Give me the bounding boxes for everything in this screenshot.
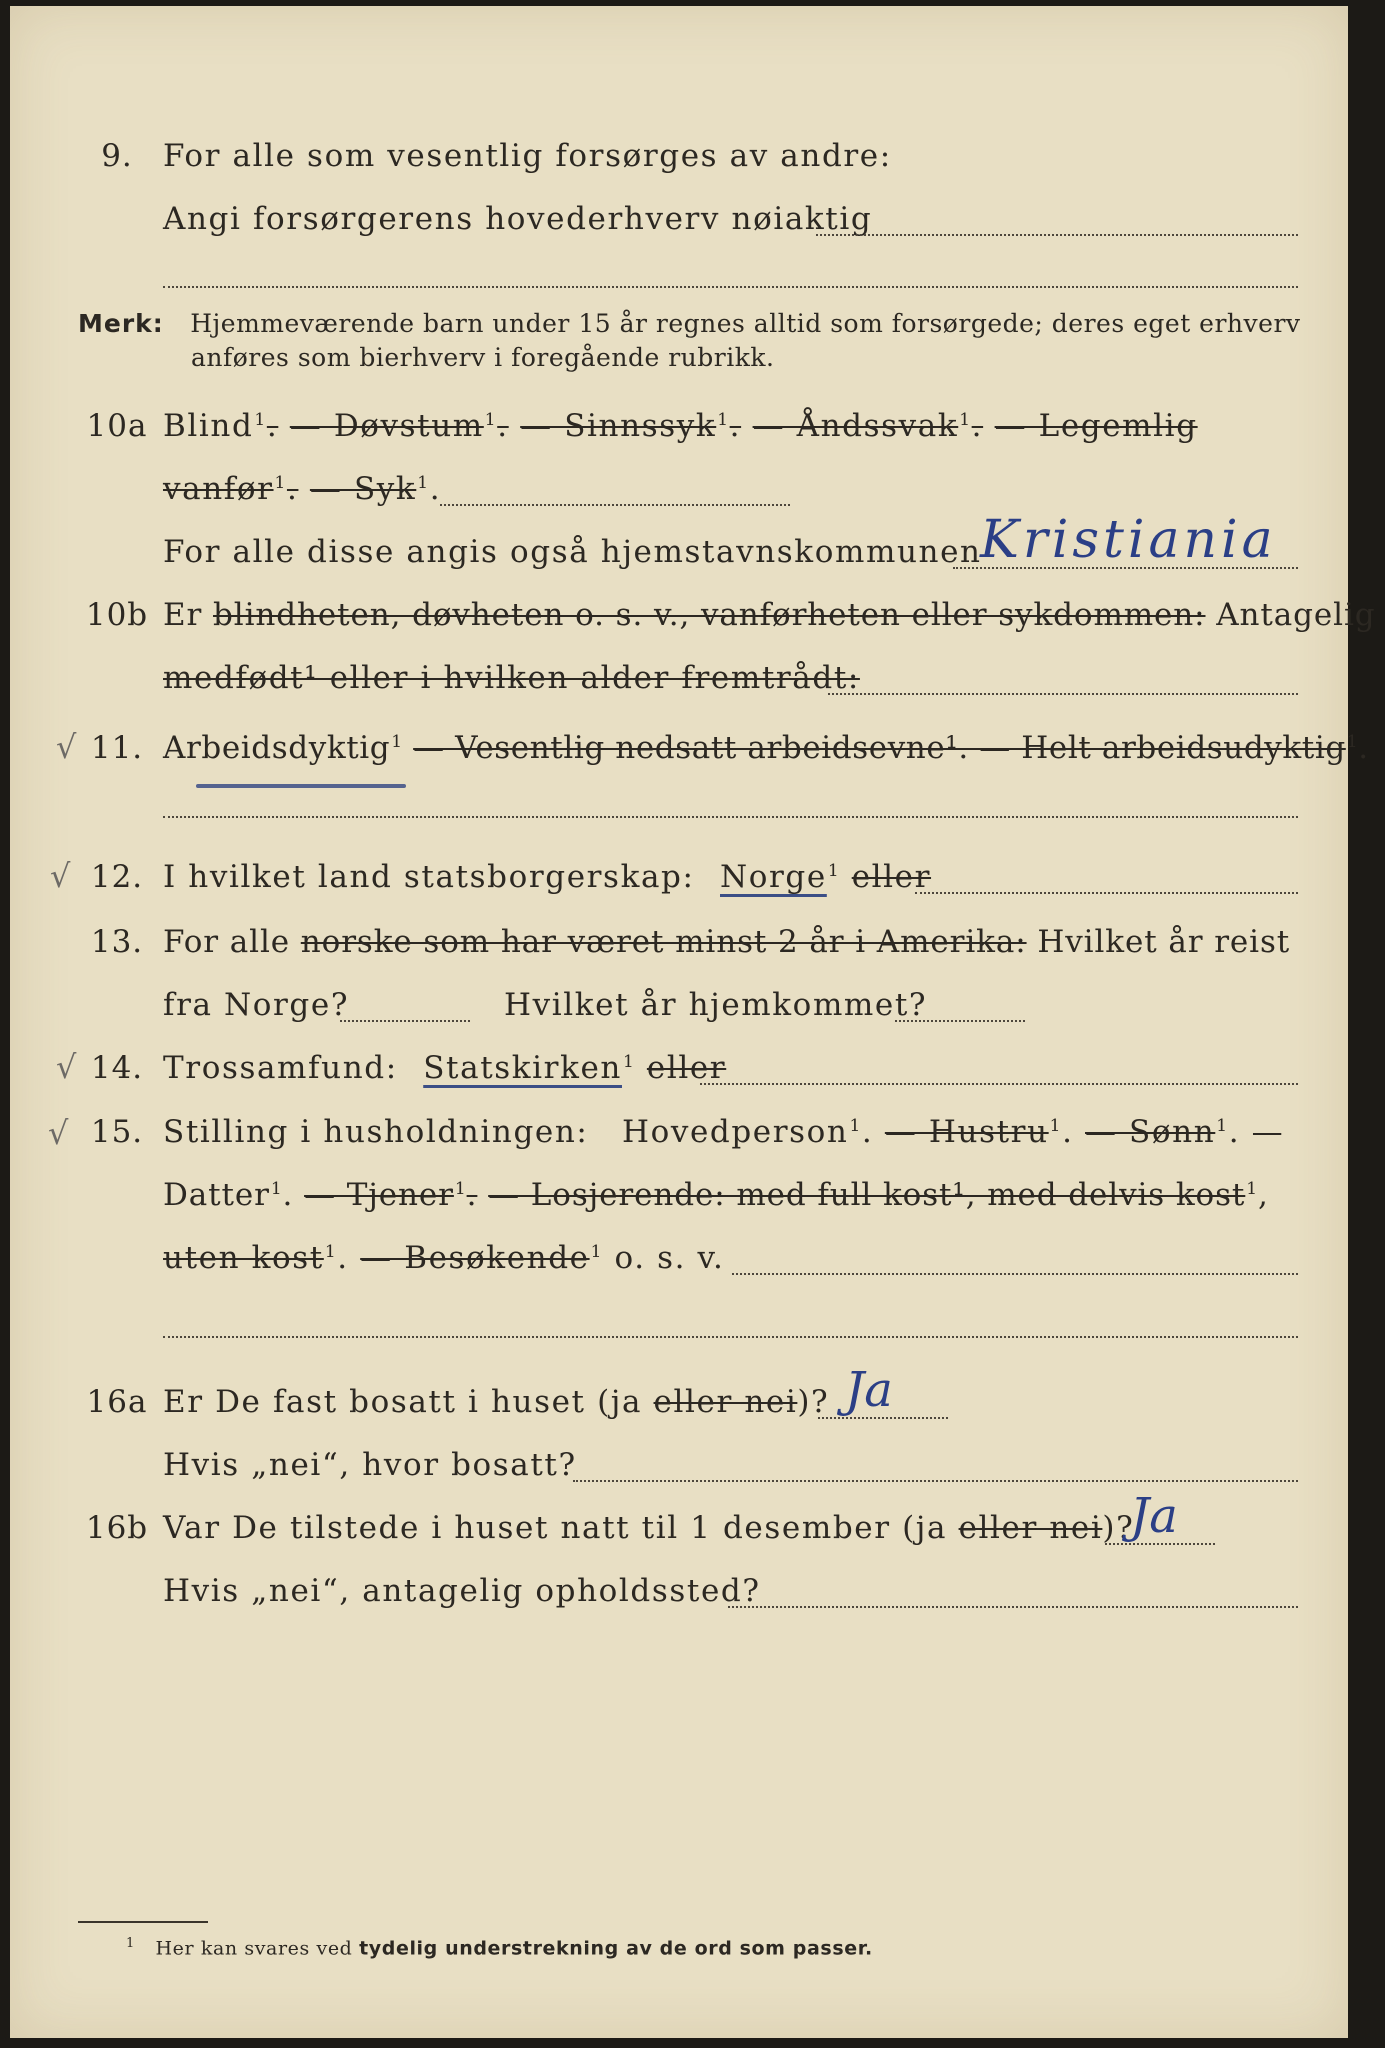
q10a-row3	[10, 510, 1348, 576]
q10b-field[interactable]	[828, 693, 1298, 695]
option-blind: Blind	[163, 408, 254, 444]
q11-row	[10, 722, 1369, 772]
q13-row2	[10, 979, 1348, 1029]
q15-number: 15.	[90, 1114, 144, 1150]
check-mark-icon: √	[50, 857, 71, 895]
q14-line: Trossamfund: Statskirken$^1$ eller	[163, 1050, 727, 1086]
q10a-handwritten-answer: Kristiania	[980, 510, 1277, 570]
q15-row1	[10, 1106, 1348, 1156]
option-syk: — Syk	[309, 471, 417, 507]
q10b-number: 10b	[85, 597, 149, 633]
option-dovstum: — Døvstum	[289, 408, 484, 444]
q16b-field[interactable]	[728, 1606, 1298, 1608]
q10b-row2	[10, 652, 1348, 702]
q10a-options-line2: vanfør$^1$. — Syk$^1$.	[163, 471, 442, 507]
q12-number: 12.	[90, 859, 144, 895]
merk-label: Merk:	[78, 309, 164, 338]
q16b-line1: Var De tilstede i huset natt til 1 desember (ja eller nei)?	[163, 1510, 1135, 1546]
q11-options: Arbeidsdyktig$^1$ — Vesentlig nedsatt arbeidsevne¹. — Helt arbeidsudyktig$^1$.	[163, 730, 1369, 766]
merk-line1: Hjemmeværende barn under 15 år regnes alltid som forsørgede; deres eget erhverv	[190, 309, 1301, 338]
option-uten-kost: uten kost	[163, 1240, 324, 1276]
option-datter: Datter	[163, 1177, 270, 1213]
q14-field[interactable]	[700, 1083, 1298, 1085]
q9-number: 9.	[101, 138, 133, 174]
q15-line1: Stilling i husholdningen: Hovedperson$^1$. — Hustru$^1$. — Sønn$^1$. —	[163, 1114, 1285, 1150]
footnote-text-a: Her kan svares ved	[155, 1937, 353, 1960]
q16a-handwritten-answer: Ja	[845, 1362, 893, 1418]
q16b-handwritten-answer: Ja	[1130, 1488, 1178, 1544]
q9-line1: For alle som vesentlig forsørges av andre:	[163, 138, 892, 174]
option-hovedperson: Hovedperson	[621, 1114, 849, 1150]
option-andssvak: — Åndssvak	[752, 408, 959, 444]
q16a-line2: Hvis „nei“, hvor bosatt?	[163, 1447, 577, 1483]
census-form-page	[10, 6, 1376, 2038]
q16a-line1: Er De fast bosatt i huset (ja eller nei)?	[163, 1384, 830, 1420]
q15-row2	[10, 1169, 1348, 1219]
q9-line2: Angi forsørgerens hovederhverv nøiaktig	[163, 201, 873, 237]
q10a-field[interactable]	[440, 504, 790, 506]
option-eller: eller	[851, 859, 932, 895]
q13-number: 13.	[90, 924, 144, 960]
q16a-field[interactable]	[573, 1480, 1298, 1482]
option-norge: Norge	[720, 859, 827, 895]
q9-row2	[10, 193, 1348, 243]
q13-line2a: fra Norge?	[163, 987, 350, 1023]
q11-number: 11.	[90, 730, 144, 766]
q15-field-2[interactable]	[163, 1336, 1298, 1338]
option-vanfor: vanfør	[163, 471, 274, 507]
option-nedsatt-udyktig: — Vesentlig nedsatt arbeidsevne¹. — Helt arbeidsudyktig	[413, 730, 1346, 766]
q9-answer-field[interactable]	[816, 234, 1298, 236]
check-mark-icon: √	[56, 1048, 77, 1086]
check-mark-icon: √	[56, 728, 77, 766]
option-hustru: — Hustru	[884, 1114, 1049, 1150]
q10a-row2	[10, 463, 1348, 513]
option-legemlig: — Legemlig	[994, 408, 1198, 444]
q10b-line1: Er blindheten, døvheten o. s. v., vanførheten eller sykdommen: Antagelig	[163, 597, 1376, 633]
footnote-text-b: tydelig understrekning av de ord som passer.	[359, 1937, 873, 1960]
q12-field[interactable]	[915, 892, 1298, 894]
option-statskirken: Statskirken	[423, 1050, 622, 1086]
q16b-line2: Hvis „nei“, antagelig opholdssted?	[163, 1573, 761, 1609]
q16a-number: 16a	[86, 1384, 148, 1420]
option-losjerende: — Losjerende: med full kost¹, med delvis kost	[488, 1177, 1246, 1213]
q10a-line3: For alle disse angis også hjemstavnskommunen	[163, 534, 982, 570]
q15-line2: Datter$^1$. — Tjener$^1$. — Losjerende: med full kost¹, med delvis kost$^1$,	[163, 1177, 1269, 1213]
footnote: $^1$ Her kan svares ved tydelig understrekning av de ord som passer.	[126, 1936, 873, 1960]
option-besokende: — Besøkende	[360, 1240, 590, 1276]
q13-line1: For alle norske som har været minst 2 år i Amerika: Hvilket år reist	[163, 924, 1291, 960]
merk-line2: anføres som bierhverv i foregående rubrikk.	[191, 343, 775, 372]
q9-row	[10, 130, 1348, 180]
q10a-options-line1: Blind$^1$. — Døvstum$^1$. — Sinnssyk$^1$. — Åndssvak$^1$. — Legemlig	[163, 408, 1198, 444]
q16b-row1	[10, 1488, 1348, 1552]
q9-answer-field-2[interactable]	[163, 286, 1298, 288]
q13-reist-field[interactable]	[340, 1020, 470, 1022]
q14-row	[10, 1042, 1348, 1092]
q12-line: I hvilket land statsborgerskap: Norge$^1$ eller	[163, 859, 932, 895]
q10a-row1	[10, 400, 1348, 450]
footnote-rule	[78, 1921, 208, 1923]
option-tjener: — Tjener	[304, 1177, 454, 1213]
q11-underline	[196, 784, 406, 788]
option-sonn: — Sønn	[1085, 1114, 1216, 1150]
q15-line3: uten kost$^1$. — Besøkende$^1$ o. s. v.	[163, 1240, 725, 1276]
merk-note	[78, 309, 1301, 338]
option-arbeidsdyktig: Arbeidsdyktig	[163, 730, 391, 766]
q10b-row1	[10, 589, 1376, 639]
option-sinnssyk: — Sinnssyk	[520, 408, 717, 444]
q15-field[interactable]	[732, 1273, 1298, 1275]
q10b-line2: medfødt¹ eller i hvilken alder fremtrådt:	[163, 660, 860, 696]
q10a-number: 10a	[86, 408, 148, 444]
q13-line2b: Hvilket år hjemkommet?	[504, 987, 928, 1023]
q16a-row1	[10, 1362, 1348, 1426]
q16b-row2	[10, 1565, 1348, 1615]
q15-row3	[10, 1232, 1348, 1282]
q11-field[interactable]	[163, 816, 1298, 818]
q12-row	[10, 851, 1348, 901]
check-mark-icon: √	[48, 1114, 69, 1152]
q14-number: 14.	[90, 1050, 144, 1086]
q13-row1	[10, 916, 1348, 966]
q13-hjemkommet-field[interactable]	[895, 1020, 1025, 1022]
q16b-number: 16b	[85, 1510, 149, 1546]
q16a-row2	[10, 1439, 1348, 1489]
option-eller: eller	[646, 1050, 727, 1086]
